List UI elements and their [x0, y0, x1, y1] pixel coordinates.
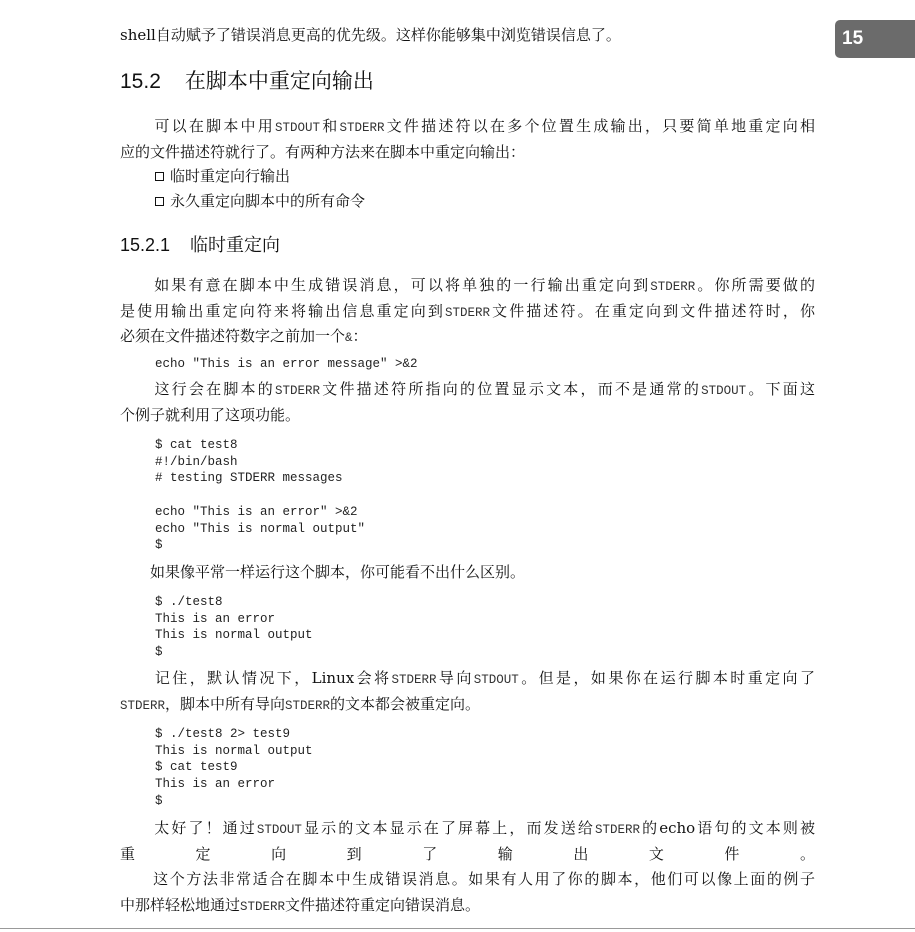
chapter-tab: 15 — [835, 20, 915, 58]
text-run: 如果像平常一样运行这个脚本，你可能看不出什么区别。 — [120, 563, 526, 581]
inline-code: STDERR — [274, 384, 320, 398]
text-run: 显示的文本显示在了屏幕上，而发送给 — [301, 819, 595, 837]
inline-code: & — [345, 331, 353, 345]
code-line: This is an error — [155, 611, 276, 626]
paragraph-line — [120, 818, 815, 838]
bullet-text: 临时重定向行输出 — [170, 167, 291, 185]
paragraph-line — [120, 275, 815, 295]
code-line: $ ./test8 2> test9 — [155, 727, 291, 741]
section-heading — [120, 69, 374, 95]
text-run: 如果有意在脚本中生成错误消息，可以将单独的一行输出重定向到 — [120, 276, 651, 294]
bullet-text: 永久重定向脚本中的所有命令 — [170, 192, 366, 210]
code-block — [155, 356, 418, 373]
checkbox-bullet-icon — [155, 197, 164, 206]
text-run: 重定向到了输出文件。 — [120, 844, 815, 863]
inline-code: STDERR — [120, 698, 166, 713]
paragraph-line — [120, 25, 815, 45]
code-line: $ ./test8 — [155, 595, 223, 609]
text-run: 的文本都会被重定向。 — [330, 694, 481, 713]
text-run: 应的文件描述符就行了。有两种方法来在脚本中重定向输出： — [120, 142, 526, 161]
bullet-item — [155, 166, 850, 186]
text-run: 文件描述符所指向的位置显示文本，而不是通常的 — [320, 380, 702, 398]
text-run: 记住，默认情况下，Linux会将 — [120, 669, 392, 687]
paragraph-line — [120, 562, 815, 582]
text-run: 个例子就利用了这项功能。 — [120, 405, 301, 424]
inline-code: STDERR — [594, 823, 640, 837]
code-line — [155, 487, 365, 504]
code-line: This is an error — [155, 777, 276, 792]
text-run: 文件描述符。在重定向到文件描述符时，你 — [490, 301, 815, 320]
code-line: $ — [155, 645, 163, 660]
code-line: This is normal output — [155, 743, 313, 758]
text-run: 太好了！通过 — [120, 819, 257, 837]
text-run: 必须在文件描述符数字之前加一个 — [120, 327, 346, 345]
code-block — [155, 437, 365, 554]
paragraph-line — [120, 379, 815, 399]
paragraph-line — [120, 844, 815, 864]
text-run: 的echo语句的文本则被 — [639, 819, 815, 837]
code-line: # testing STDERR messages — [155, 471, 343, 486]
code-line: $ — [155, 538, 163, 553]
paragraph-line — [120, 869, 815, 889]
code-line: $ cat test9 — [155, 760, 238, 775]
text-run: 中那样轻松地通过 — [120, 895, 241, 914]
text-run: 导向 — [436, 669, 474, 687]
inline-code: STDERR — [339, 121, 385, 135]
bullet-item — [155, 191, 850, 211]
paragraph-line — [120, 142, 815, 162]
inline-code: STDERR — [444, 305, 490, 320]
inline-code: STDERR — [285, 698, 331, 713]
text-run: 是使用输出重定向符来将输出信息重定向到 — [120, 301, 445, 320]
inline-code: STDOUT — [473, 673, 519, 687]
code-line: #!/bin/bash — [155, 454, 238, 469]
paragraph-line — [120, 116, 815, 136]
code-block — [155, 726, 313, 810]
code-line: echo "This is an error" >&2 — [155, 504, 358, 519]
subsection-number: 15.2.1 — [120, 235, 171, 255]
code-line: echo "This is an error message" >&2 — [155, 357, 418, 371]
inline-code: STDOUT — [256, 823, 302, 837]
inline-code: STDERR — [391, 673, 437, 687]
paragraph-line — [120, 301, 815, 321]
subsection-title: 临时重定向 — [190, 235, 281, 255]
text-run: 可以在脚本中用 — [120, 117, 275, 135]
text-run: ： — [352, 327, 368, 345]
code-line: $ cat test8 — [155, 438, 238, 452]
paragraph-line — [120, 668, 815, 688]
code-line: echo "This is normal output" — [155, 521, 366, 536]
paragraph-line — [120, 405, 815, 425]
code-block — [155, 594, 313, 661]
paragraph-line — [120, 326, 815, 348]
text-run: 。但是，如果你在运行脚本时重定向了 — [518, 669, 815, 687]
text-run: ，脚本中所有导向 — [165, 694, 286, 713]
section-number: 15.2 — [120, 70, 161, 93]
text-run: 这个方法非常适合在脚本中生成错误消息。如果有人用了你的脚本，他们可以像上面的例子 — [120, 870, 815, 888]
code-line: This is normal output — [155, 628, 313, 643]
text-run: 。你所需要做的 — [695, 276, 815, 294]
checkbox-bullet-icon — [155, 172, 164, 181]
text-run: 文件描述符重定向错误消息。 — [285, 895, 481, 914]
inline-code: STDERR — [240, 899, 286, 914]
text-run: 。下面这 — [746, 380, 815, 398]
section-title: 在脚本中重定向输出 — [184, 70, 374, 93]
inline-code: STDOUT — [274, 121, 320, 135]
text-run: shell自动赋予了错误消息更高的优先级。这样你能够集中浏览错误信息了。 — [120, 26, 621, 44]
paragraph-line — [120, 694, 815, 716]
inline-code: STDERR — [650, 280, 696, 294]
paragraph-line — [120, 895, 815, 917]
text-run: 和 — [320, 117, 340, 135]
inline-code: STDOUT — [701, 384, 747, 398]
code-line: $ — [155, 793, 163, 808]
text-run: 文件描述符以在多个位置生成输出，只要简单地重定向相 — [384, 117, 815, 135]
subsection-heading — [120, 234, 280, 256]
page-bottom-rule — [0, 928, 915, 929]
text-run: 这行会在脚本的 — [120, 380, 275, 398]
